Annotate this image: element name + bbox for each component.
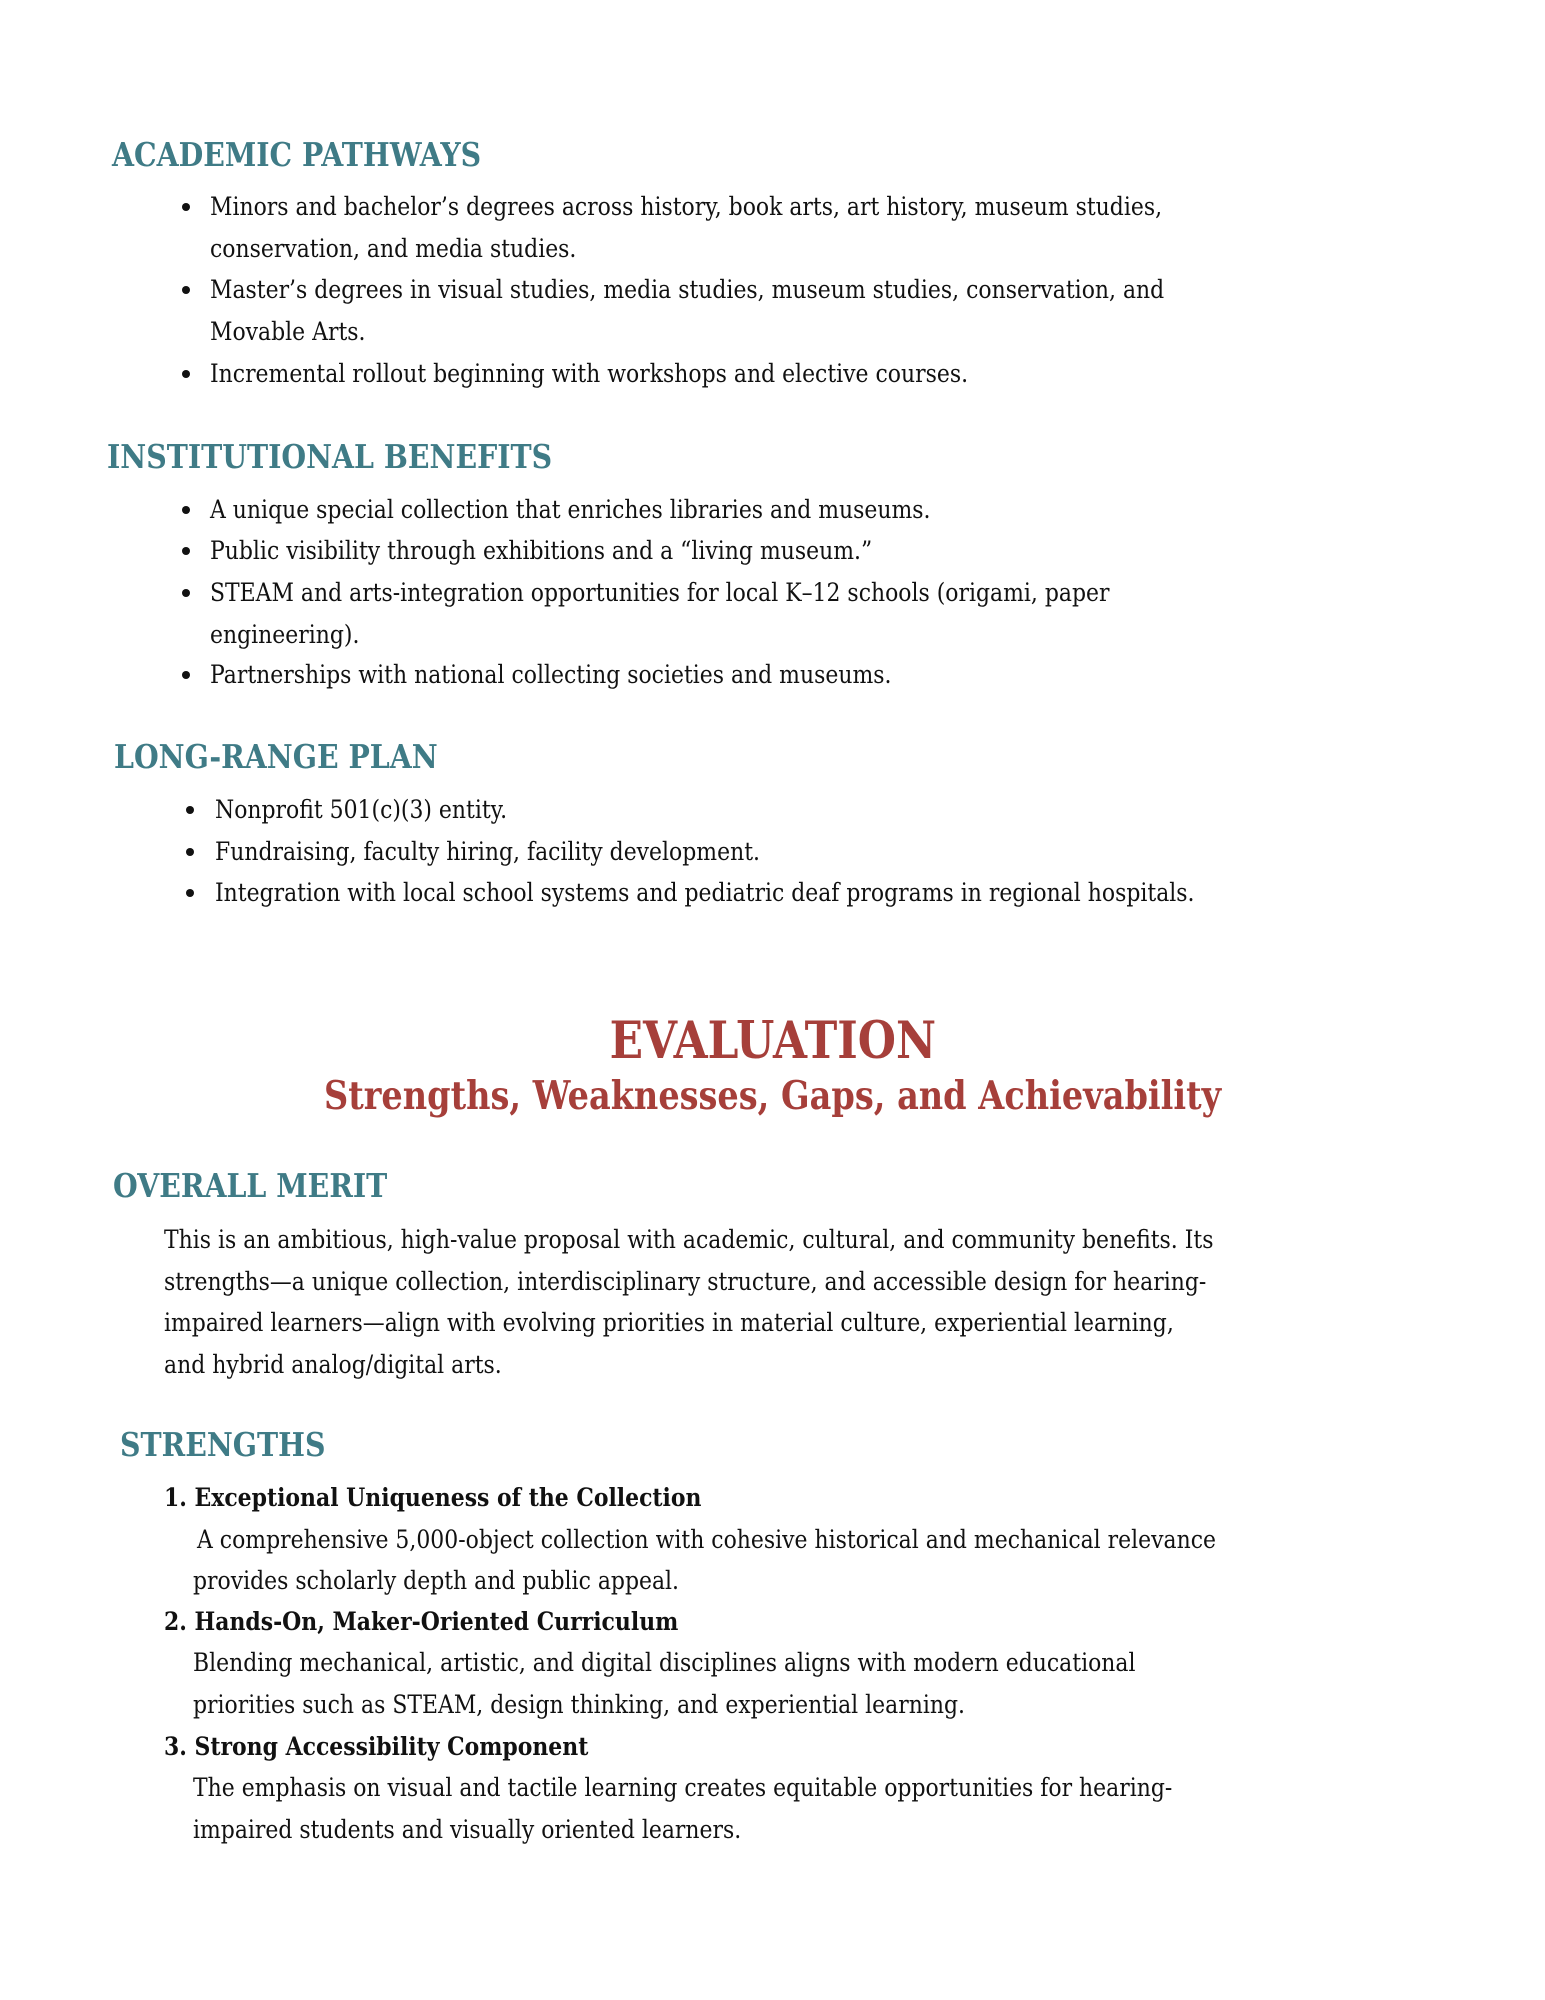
list-item-text: Fundraising, faculty hiring, facility development. <box>215 837 760 867</box>
list-item-text: Movable Arts. <box>210 317 366 347</box>
bullet-icon <box>182 589 190 597</box>
bullet-icon <box>182 203 190 211</box>
list-item-text: A unique special collection that enriches libraries and museums. <box>210 495 931 525</box>
paragraph-line: impaired learners—align with evolving priorities in material culture, experiential learning, <box>164 1308 1174 1338</box>
bullet-icon <box>182 370 190 378</box>
section-heading: LONG-RANGE PLAN <box>114 737 438 776</box>
bullet-icon <box>182 547 190 555</box>
paragraph-line: and hybrid analog/digital arts. <box>164 1350 502 1380</box>
strength-title: 2. Hands-On, Maker-Oriented Curriculum <box>164 1607 679 1637</box>
list-item-text: conservation, and media studies. <box>210 234 577 264</box>
bullet-icon <box>186 806 194 814</box>
list-item-text: Nonprofit 501(c)(3) entity. <box>215 795 508 825</box>
list-item-text: Minors and bachelor’s degrees across history, book arts, art history, museum studies, <box>210 192 1163 222</box>
page-title-text: EVALUATION <box>609 1011 936 1071</box>
strength-description: The emphasis on visual and tactile learning creates equitable opportunities for hearing- <box>193 1773 1173 1803</box>
section-heading: ACADEMIC PATHWAYS <box>112 135 482 174</box>
list-item-text: Master’s degrees in visual studies, media studies, museum studies, conservation, and <box>210 275 1165 305</box>
strength-description: A comprehensive 5,000-object collection with cohesive historical and mechanical relevance <box>197 1525 1216 1555</box>
strength-description: provides scholarly depth and public appeal. <box>193 1566 680 1596</box>
page-subtitle-text: Strengths, Weaknesses, Gaps, and Achievability <box>323 1073 1222 1119</box>
list-item-text: Incremental rollout beginning with workshops and elective courses. <box>210 359 969 389</box>
bullet-icon <box>186 848 194 856</box>
list-item-text: engineering). <box>210 620 360 650</box>
section-heading: INSTITUTIONAL BENEFITS <box>107 437 553 476</box>
strength-description: impaired students and visually oriented learners. <box>193 1815 742 1845</box>
bullet-icon <box>186 889 194 897</box>
paragraph-line: strengths—a unique collection, interdisciplinary structure, and accessible design for hearing- <box>164 1267 1207 1297</box>
bullet-icon <box>182 506 190 514</box>
list-item-text: Integration with local school systems and pediatric deaf programs in regional hospitals. <box>215 878 1195 908</box>
strength-title: 3. Strong Accessibility Component <box>164 1732 589 1762</box>
paragraph-line: This is an ambitious, high-value proposal with academic, cultural, and community benefits. Its <box>164 1225 1214 1255</box>
bullet-icon <box>182 671 190 679</box>
strength-description: Blending mechanical, artistic, and digital disciplines aligns with modern educational <box>193 1648 1136 1678</box>
page-subtitle <box>0 1074 1545 1118</box>
section-heading: STRENGTHS <box>120 1425 326 1464</box>
list-item-text: STEAM and arts-integration opportunities for local K–12 schools (origami, paper <box>210 578 1110 608</box>
page-title <box>0 1013 1545 1069</box>
list-item-text: Partnerships with national collecting societies and museums. <box>210 660 892 690</box>
bullet-icon <box>182 286 190 294</box>
list-item-text: Public visibility through exhibitions and a “living museum.” <box>210 536 873 566</box>
strength-description: priorities such as STEAM, design thinking, and experiential learning. <box>193 1690 965 1720</box>
strength-title: 1. Exceptional Uniqueness of the Collection <box>164 1483 702 1513</box>
section-heading: OVERALL MERIT <box>113 1166 388 1205</box>
